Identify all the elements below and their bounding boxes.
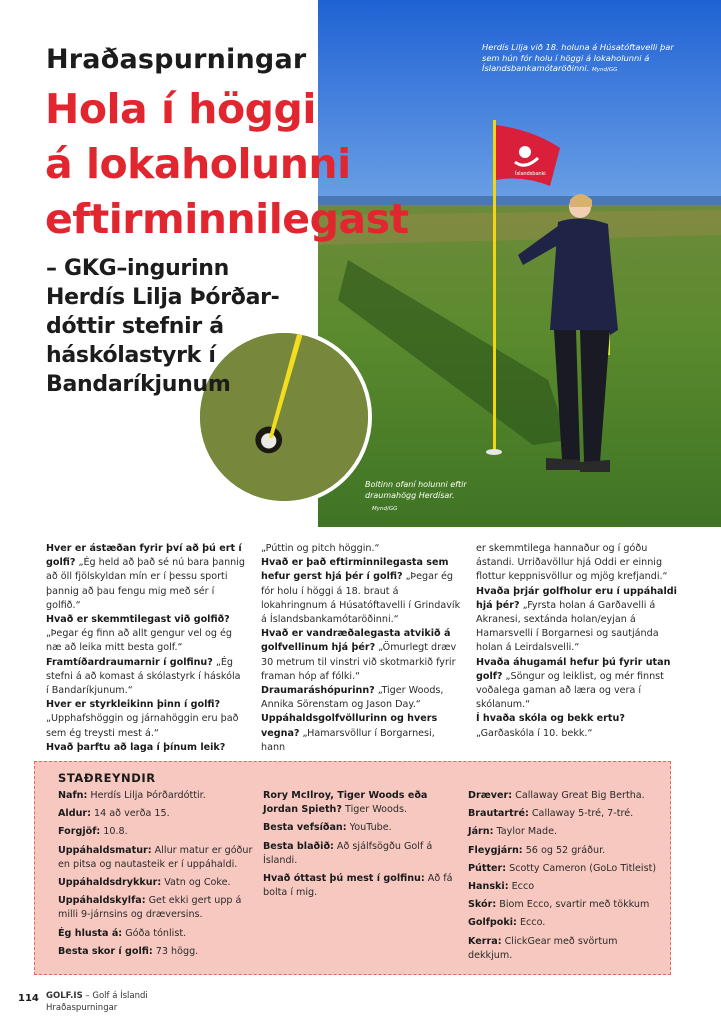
headline-line: Hola í höggi bbox=[45, 85, 316, 133]
caption-text: Herdís Lilja við 18. holuna á Húsatóftavelli þar sem hún fór holu í höggi á lokaholunni á Íslandsbankamótaröðinni. bbox=[482, 42, 674, 74]
fact-value: 10.8. bbox=[100, 826, 128, 838]
fact-item bbox=[58, 927, 258, 941]
fact-item bbox=[468, 935, 658, 963]
headline-line: á lokaholunni bbox=[45, 140, 351, 188]
fact-value: Að fá bolta í mig. bbox=[263, 873, 453, 899]
fact-key: Dræver: bbox=[468, 790, 513, 801]
svg-text:Íslandsbanki: Íslandsbanki bbox=[515, 171, 546, 177]
fact-item bbox=[468, 862, 658, 876]
answer: „Garðaskóla í 10. bekk.“ bbox=[476, 727, 593, 739]
answer: „Ég stefni á að komast á skólastyrk í háskóla í Bandaríkjunum.“ bbox=[46, 656, 241, 697]
fact-item bbox=[58, 894, 258, 922]
fact-key: Hanski: bbox=[468, 881, 509, 893]
answer: „Ömurlegt dræv 30 metrum til vinstri við skotmarkið fyrir framan hóp af fólki.“ bbox=[261, 642, 457, 682]
qa-item bbox=[261, 627, 461, 684]
question: Hvaða áhugamál hefur þú fyrir utan golf? bbox=[476, 656, 671, 682]
fact-value: Herdís Lilja Þórðardóttir. bbox=[87, 790, 206, 801]
fact-value: Get ekki gert upp á milli 9-járnsins og dræversins. bbox=[58, 895, 242, 921]
fact-value: Allur matur er góður en pitsa og nautasteik er í uppáhaldi. bbox=[58, 844, 253, 870]
fact-value: Að sjálfsögðu Golf á Íslandi. bbox=[263, 840, 433, 866]
headline-line: eftirminnilegast bbox=[45, 195, 409, 243]
question: Hver er styrkleikinn þinn í golfi? bbox=[46, 699, 221, 711]
hero-photo bbox=[318, 0, 721, 527]
fact-key: Kerra: bbox=[468, 935, 502, 947]
fact-item bbox=[263, 821, 463, 835]
facts-column-3 bbox=[468, 789, 658, 967]
answer: er skemmtilega hannaður og í góðu ástandi. Urriðavöllur hjá Oddi er einnig flottur keppnisvöllur og mjög krefjandi.“ bbox=[476, 543, 668, 583]
fact-value: Góða tónlist. bbox=[122, 927, 187, 939]
question: Hver er ástæðan fyrir því að þú ert í golfi? bbox=[46, 543, 242, 569]
qa-item bbox=[46, 741, 246, 755]
fact-value: Biom Ecco, svartir með tökkum bbox=[496, 899, 650, 911]
question: Hvaða þrjár golfholur eru í uppáhaldi hjá þér? bbox=[476, 585, 677, 611]
fact-value: YouTube. bbox=[346, 822, 392, 834]
footer-section-name: Hraðaspurningar bbox=[46, 1003, 118, 1013]
fact-item bbox=[468, 825, 658, 839]
answer: „Þegar ég fór holu í höggi á 18. braut á lokahringnum á Húsatóftavelli í Grindavík á Íslandsbankamótaröðinni.“ bbox=[261, 571, 461, 626]
fact-value: Ecco bbox=[508, 881, 535, 893]
fact-value: Callaway 5-tré, 7-tré. bbox=[528, 808, 634, 820]
fact-key: Hvað óttast þú mest í golfinu: bbox=[263, 873, 425, 885]
answer: „Tiger Woods, Annika Sörenstam og Jason Day.“ bbox=[261, 685, 444, 711]
fact-key: Nafn: bbox=[58, 790, 88, 801]
qa-item bbox=[476, 585, 681, 656]
fact-value: ClickGear með svörtum dekkjum. bbox=[468, 935, 618, 961]
question: Í hvaða skóla og bekk ertu? bbox=[476, 713, 625, 725]
fact-key: Uppáhaldsmatur: bbox=[58, 844, 152, 856]
photo-credit-bottom: Mynd/GG bbox=[372, 506, 398, 512]
question: Hvað er skemmtilegast við golfið? bbox=[46, 614, 230, 626]
fact-item bbox=[468, 916, 658, 930]
fact-item bbox=[468, 880, 658, 894]
fact-key: Ég hlusta á: bbox=[58, 927, 123, 939]
golf-course-illustration bbox=[318, 0, 721, 527]
fact-key: Járn: bbox=[468, 826, 494, 838]
qa-item bbox=[46, 613, 246, 656]
qa-item bbox=[261, 712, 461, 755]
facts-title: STAÐREYNDIR bbox=[58, 771, 156, 785]
fact-key: Forgjöf: bbox=[58, 826, 101, 838]
answer: „Ég held að það sé nú bara þannig að öll fjölskyldan mín er í þessu sporti þannig að þau fengu mig með sér í golfið.“ bbox=[46, 557, 246, 611]
answer: „Þegar ég finn að allt gengur vel og ég næ að leika mitt besta golf.“ bbox=[46, 628, 232, 654]
fact-value: Taylor Made. bbox=[493, 826, 558, 838]
question: Uppáhaldsgolfvöllurinn og hvers vegna? bbox=[261, 713, 438, 739]
fact-item bbox=[58, 945, 258, 959]
question: Hvað þarftu að laga í þínum leik? bbox=[46, 741, 226, 753]
qa-item bbox=[261, 542, 461, 556]
question: Hvað er það eftirminnilegasta sem hefur gerst hjá þér í golfi? bbox=[261, 557, 449, 583]
qa-item bbox=[476, 542, 681, 585]
fact-value: 56 og 52 gráður. bbox=[522, 844, 606, 856]
fact-key: Golfpoki: bbox=[468, 917, 517, 929]
qa-item bbox=[46, 698, 246, 741]
photo-caption-bottom: Boltinn ofaní holunni eftir draumahögg Herdísar. bbox=[365, 480, 467, 500]
fact-key: Fleygjárn: bbox=[468, 844, 523, 856]
fact-item bbox=[58, 789, 258, 803]
fact-item bbox=[58, 807, 258, 821]
question: Hvað er vandræðalegasta atvikið á golfvellinum hjá þér? bbox=[261, 628, 451, 654]
fact-value: Ecco. bbox=[516, 917, 546, 929]
article-column-3 bbox=[476, 542, 681, 741]
fact-key: Besta blaðið: bbox=[263, 840, 334, 852]
question: Framtíðardraumarnir í golfinu? bbox=[46, 656, 213, 668]
fact-key: Skór: bbox=[468, 899, 497, 911]
fact-item bbox=[468, 898, 658, 912]
fact-item bbox=[58, 844, 258, 872]
fact-key: Pútter: bbox=[468, 862, 507, 874]
fact-value: Vatn og Coke. bbox=[161, 877, 231, 889]
fact-item bbox=[263, 840, 463, 868]
qa-item bbox=[261, 556, 461, 627]
fact-key: Uppáhaldskylfa: bbox=[58, 895, 146, 907]
fact-item bbox=[263, 872, 463, 900]
fact-key: Besta vefsíðan: bbox=[263, 822, 347, 834]
subheadline: – GKG–ingurinn Herdís Lilja Þórðar-dóttir stefnir á háskólastyrk í Bandaríkjunum bbox=[46, 256, 280, 397]
fact-key: Besta skor í golfi: bbox=[58, 945, 153, 957]
answer: „Hamarsvöllur í Borgarnesi, hann bbox=[261, 727, 435, 753]
fact-item bbox=[468, 807, 658, 821]
fact-item bbox=[58, 876, 258, 890]
fact-item bbox=[58, 825, 258, 839]
answer: „Púttin og pitch höggin.“ bbox=[261, 543, 380, 554]
photo-caption-top bbox=[482, 42, 687, 76]
fact-key: Brautartré: bbox=[468, 808, 529, 820]
publication-name bbox=[46, 991, 148, 1001]
qa-item bbox=[261, 684, 461, 712]
qa-item bbox=[476, 656, 681, 713]
qa-item bbox=[476, 712, 681, 740]
qa-item bbox=[46, 656, 246, 699]
answer: „Fyrsta holan á Garðavelli á Akranesi, sextánda holan/eyjan á Hamarsvelli í Borgarnesi og sautjánda holan á Leirdalsvelli.“ bbox=[476, 599, 659, 654]
fact-key: Rory McIlroy, Tiger Woods eða Jordan Spieth? bbox=[263, 790, 428, 816]
section-kicker: Hraðaspurningar bbox=[46, 44, 307, 75]
fact-key: Uppáhaldsdrykkur: bbox=[58, 877, 162, 889]
fact-value: 73 högg. bbox=[152, 945, 199, 957]
fact-value: Tiger Woods. bbox=[341, 804, 408, 816]
fact-value: 14 að verða 15. bbox=[90, 808, 170, 820]
article-column-1 bbox=[46, 542, 246, 755]
facts-column-1 bbox=[58, 789, 258, 963]
qa-item bbox=[46, 542, 246, 613]
caption-credit: Mynd/GG bbox=[591, 67, 618, 74]
facts-box bbox=[34, 761, 671, 975]
publication-brand: GOLF.IS bbox=[46, 991, 83, 1001]
fact-item bbox=[468, 844, 658, 858]
answer: „Söngur og leiklist, og mér finnst voðalega gaman að læra og vera í skólanum.“ bbox=[476, 670, 664, 711]
article-column-2 bbox=[261, 542, 461, 755]
fact-item bbox=[468, 789, 658, 803]
page-number: 114 bbox=[18, 993, 39, 1004]
fact-value: Callaway Great Big Bertha. bbox=[512, 790, 645, 801]
fact-item bbox=[263, 789, 463, 817]
fact-key: Aldur: bbox=[58, 808, 91, 820]
facts-column-2 bbox=[263, 789, 463, 904]
question: Draumaráshópurinn? bbox=[261, 685, 375, 697]
answer: „Upphafshöggin og járnahöggin eru það sem ég treysti mest á.“ bbox=[46, 713, 239, 739]
fact-value: Scotty Cameron (GoLo Titleist) bbox=[506, 862, 657, 874]
headline bbox=[45, 82, 485, 247]
publication-subtitle: – Golf á Íslandi bbox=[82, 991, 148, 1001]
